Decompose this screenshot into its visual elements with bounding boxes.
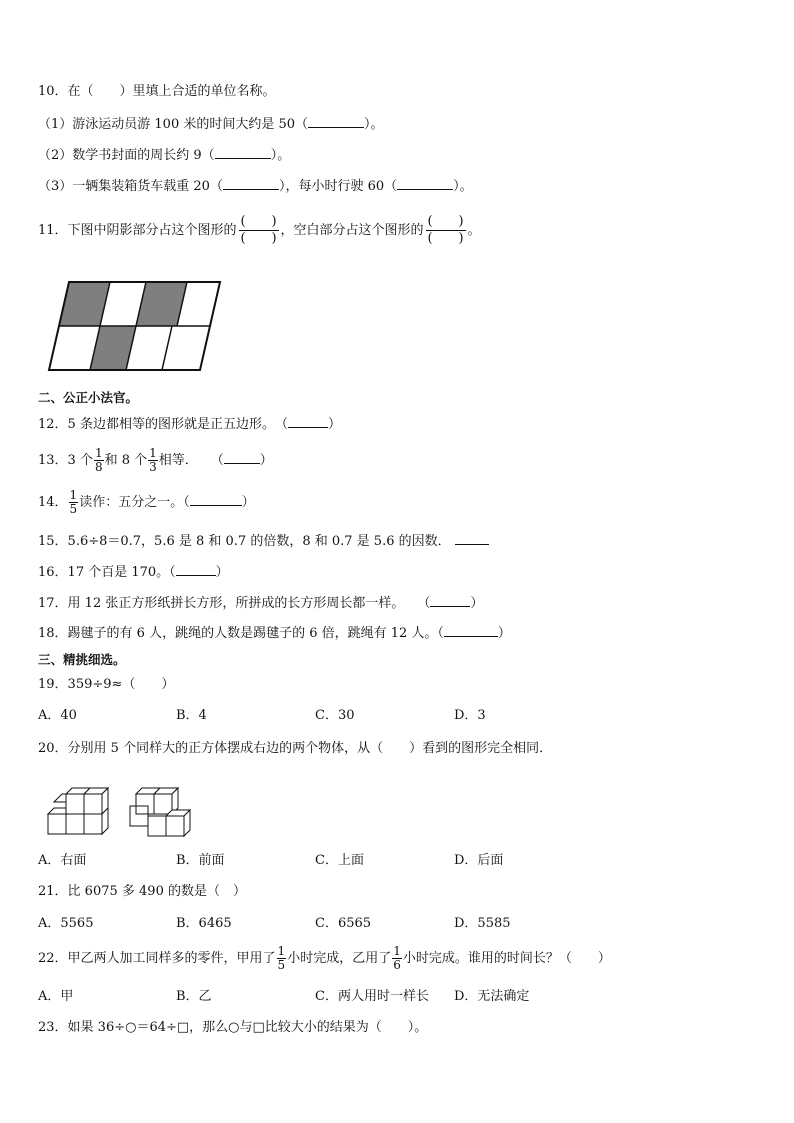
- parallelogram-figure: [40, 278, 240, 378]
- q23-stem: 23．如果 36÷○＝64÷□，那么○与□比较大小的结果为（ ）。: [38, 1020, 428, 1035]
- q22-stem: 22．甲乙两人加工同样多的零件，甲用了 $\frac{1}{5}$ 小时完成，乙用了 $\frac{1}{6}$ 小时完成。谁用的时间长？（ ）: [38, 944, 611, 972]
- q12: 12．5 条边都相等的图形就是正五边形。 （ ）: [38, 417, 341, 432]
- q18: 18．踢毽子的有 6 人，跳绳的人数是踢毽子的 6 倍，跳绳有 12 人。（ ）: [38, 626, 511, 641]
- fraction: $\frac{1}{3}$: [149, 446, 157, 474]
- q19-option-b[interactable]: B．4: [176, 708, 207, 723]
- fraction: $\frac{1}{8}$: [94, 446, 103, 474]
- q22-option-d[interactable]: D．无法确定: [454, 989, 530, 1004]
- q22-option-c[interactable]: C．两人用时一样长: [315, 989, 429, 1004]
- shaded-cell: [90, 326, 136, 370]
- q13: 13．3 个 $\frac{1}{8}$ 和 8 个 $\frac{1}{3}$ 相等． （ ）: [38, 446, 273, 474]
- q14: 14． $\frac{1}{5}$ 读作：五分之一。（ ）: [38, 488, 255, 516]
- fraction-blank-shaded[interactable]: ( ) ( ): [240, 214, 277, 246]
- q21-option-b[interactable]: B．6465: [176, 916, 232, 931]
- q19-option-d[interactable]: D．3: [454, 708, 486, 723]
- answer-blank[interactable]: [455, 532, 489, 545]
- q11-stem: 11．下图中阴影部分占这个图形的 ( ) ( ) ，空白部分占这个图形的 ( ) ( ) 。: [38, 214, 481, 246]
- q19-option-c[interactable]: C．30: [315, 708, 355, 723]
- answer-blank[interactable]: [288, 415, 328, 428]
- shaded-cell: [136, 282, 187, 326]
- fraction-blank-blank[interactable]: ( ) ( ): [427, 214, 464, 246]
- q22-option-b[interactable]: B．乙: [176, 989, 212, 1004]
- q10-part2: （2）数学书封面的周长约 9（ ）。: [38, 148, 291, 163]
- q17: 17．用 12 张正方形纸拼长方形，所拼成的长方形周长都一样。 （ ）: [38, 596, 484, 611]
- q21-option-a[interactable]: A．5565: [38, 916, 94, 931]
- q22-option-a[interactable]: A．甲: [38, 989, 74, 1004]
- q21-stem: 21．比 6075 多 490 的数是（ ）: [38, 884, 246, 899]
- section-3-heading: 三、精挑细选。: [38, 652, 126, 667]
- fraction: $\frac{1}{6}$: [393, 944, 401, 972]
- q20-option-a[interactable]: A．右面: [38, 853, 87, 868]
- answer-blank[interactable]: [215, 146, 271, 159]
- q19-option-a[interactable]: A．40: [38, 708, 77, 723]
- q10-stem: 10．在（ ）里填上合适的单位名称。: [38, 84, 276, 99]
- q19-stem: 19．359÷9≈（ ）: [38, 677, 175, 692]
- answer-blank[interactable]: [444, 624, 498, 637]
- answer-blank[interactable]: [397, 177, 453, 190]
- answer-blank[interactable]: [224, 451, 260, 464]
- q20-option-c[interactable]: C．上面: [315, 853, 364, 868]
- q20-option-b[interactable]: B．前面: [176, 853, 225, 868]
- q10-part1: （1）游泳运动员游 100 米的时间大约是 50（ ）。: [38, 117, 384, 132]
- answer-blank[interactable]: [176, 563, 216, 576]
- q10-part3: （3）一辆集装箱货车载重 20（ ），每小时行驶 60（ ）。: [38, 179, 473, 194]
- answer-blank[interactable]: [308, 115, 364, 128]
- section-2-heading: 二、公正小法官。: [38, 390, 139, 405]
- answer-blank[interactable]: [190, 493, 242, 506]
- fraction: $\frac{1}{5}$: [277, 944, 286, 972]
- q21-option-c[interactable]: C．6565: [315, 916, 372, 931]
- q20-option-d[interactable]: D．后面: [454, 853, 504, 868]
- answer-blank[interactable]: [430, 594, 470, 607]
- q16: 16．17 个百是 170。（ ）: [38, 565, 229, 580]
- answer-blank[interactable]: [223, 177, 279, 190]
- q20-stem: 20．分别用 5 个同样大的正方体摆成右边的两个物体，从（ ）看到的图形完全相同．: [38, 741, 553, 756]
- q15: 15．5.6÷8＝0.7，5.6 是 8 和 0.7 的倍数，8 和 0.7 是 5.6 的因数．: [38, 532, 489, 551]
- fraction: $\frac{1}{5}$: [69, 488, 78, 516]
- q21-option-d[interactable]: D．5585: [454, 916, 511, 931]
- cube-figures: [44, 778, 219, 838]
